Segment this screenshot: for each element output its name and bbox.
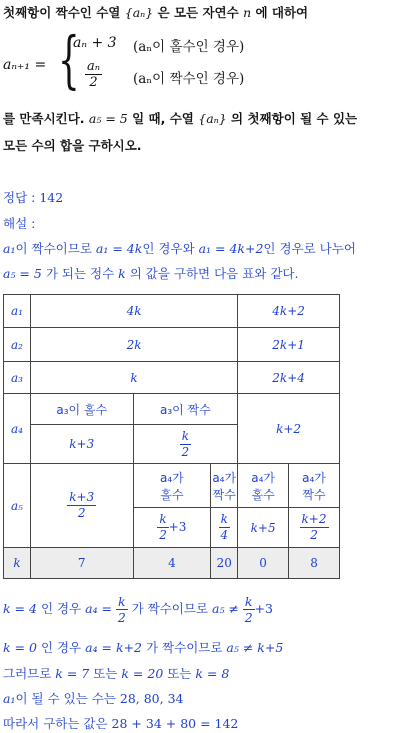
solution-text: 인 경우 [40, 640, 82, 655]
question-text: 일 때, 수열 [132, 111, 194, 126]
table-subheader [211, 464, 238, 508]
row-label: a₁ [4, 295, 31, 328]
case-1-condition: (aₙ이 홀수인 경우) [133, 39, 245, 55]
question-text: 에 대하여 [255, 5, 309, 20]
question-text: 첫째항이 짝수인 수열 [3, 5, 121, 20]
table-cell [289, 508, 340, 548]
fraction [219, 512, 230, 543]
fraction-denominator: 2 [77, 506, 86, 520]
subheader-text: 짝수 [212, 487, 236, 502]
subheader-text: 홀수 [160, 487, 184, 502]
table-subheader: a₃이 홀수 [30, 394, 133, 425]
solution-line-1 [3, 594, 273, 625]
table-cell: k+5 [238, 508, 289, 548]
table-row-a2 [4, 328, 340, 362]
case-2-fraction [85, 59, 102, 90]
question-line-1 [3, 3, 308, 21]
fraction [116, 594, 128, 625]
table-row-a3 [4, 362, 340, 394]
table-row-k [4, 548, 340, 579]
candidate-values: 28, 80, 34 [119, 691, 184, 706]
table-cell [133, 508, 211, 548]
explanation-line-2 [3, 264, 298, 282]
table-cell [211, 508, 238, 548]
sequence-symbol: {aₙ} [198, 111, 227, 126]
table-row-a5 [4, 464, 340, 508]
variable-n: n [243, 5, 252, 20]
table-cell: k+2 [238, 394, 340, 464]
math-expression: k = 4 [3, 601, 37, 616]
fraction-numerator: k [118, 594, 126, 609]
k-value: 8 [289, 548, 340, 579]
case-1-expression: aₙ + 3 [73, 35, 117, 51]
math-expression: a₄ = k+2 [85, 640, 143, 655]
recurrence-lhs: aₙ₊₁ = [3, 57, 47, 73]
row-label: a₂ [4, 328, 31, 362]
subheader-text: a₄가 [251, 470, 275, 485]
case-2-condition: (aₙ이 짝수인 경우) [133, 71, 245, 87]
fraction [243, 594, 255, 625]
fraction [180, 429, 191, 460]
solution-text: 인 경우 [40, 601, 82, 616]
table-row-a1 [4, 295, 340, 328]
math-expression: a₁ = 4k [95, 241, 143, 256]
explanation-label: 해설 : [3, 216, 36, 231]
subheader-text: 홀수 [251, 487, 275, 502]
sequence-symbol: {aₙ} [124, 5, 154, 20]
fraction [157, 512, 168, 543]
answer-label: 정답 : [3, 190, 36, 205]
k-value: 4 [133, 548, 211, 579]
math-expression: a₄ = [85, 601, 113, 616]
final-sum: 28 + 34 + 80 = 142 [111, 716, 239, 731]
expression-suffix: +3 [254, 601, 273, 616]
solution-text: 그러므로 [3, 666, 52, 681]
math-expression: k = 7 [55, 666, 90, 681]
question-text: 를 만족시킨다. [3, 111, 85, 126]
explanation-text: 의 값을 구하면 다음 표와 같다. [129, 266, 299, 281]
table-cell: 4k [30, 295, 237, 328]
subheader-text: a₄가 [212, 470, 237, 485]
math-expression: k = 20 [121, 666, 164, 681]
fraction [67, 490, 96, 521]
row-label: k [4, 548, 31, 579]
answer-line [3, 188, 63, 206]
answer-value: 142 [39, 190, 64, 205]
fraction-denominator: 2 [117, 610, 126, 625]
explanation-text: 이 짝수이므로 [15, 241, 92, 256]
table-subheader [133, 464, 211, 508]
explanation-text: 인 경우와 [142, 241, 195, 256]
table-cell: 4k+2 [238, 295, 340, 328]
math-a1: a₁ [3, 241, 16, 256]
solution-line-5 [3, 714, 238, 732]
solution-text: 또는 [93, 666, 118, 681]
solution-text: 가 짝수이므로 [146, 640, 223, 655]
solution-text: 이 될 수 있는 수는 [15, 691, 116, 706]
fraction-denominator: 2 [244, 610, 253, 625]
table-cell: 2k+1 [238, 328, 340, 362]
math-expression: k = 0 [3, 640, 37, 655]
solution-table [3, 294, 340, 579]
math-k: k [118, 266, 126, 281]
table-cell: 2k [30, 328, 237, 362]
table-cell: 2k+4 [238, 362, 340, 394]
fraction-denominator: 2 [181, 444, 190, 459]
fraction-denominator: 2 [310, 528, 318, 542]
fraction-numerator: aₙ [87, 59, 101, 74]
math-expression: a₅ = 5 [3, 266, 42, 281]
k-value: 20 [211, 548, 238, 579]
question-line-3 [3, 109, 357, 127]
explanation-line-1 [3, 239, 356, 257]
math-expression: a₅ ≠ k+5 [226, 640, 284, 655]
subheader-text: a₄가 [160, 470, 184, 485]
table-cell [30, 464, 133, 548]
k-value: 0 [238, 548, 289, 579]
explanation-text: 인 경우로 나누어 [263, 241, 356, 256]
fraction-numerator: k [181, 428, 189, 443]
fraction-denominator: 2 [89, 75, 98, 90]
fraction [300, 512, 329, 543]
row-label: a₄ [4, 394, 31, 464]
math-expression: k = 8 [195, 666, 230, 681]
k-value: 7 [30, 548, 133, 579]
explanation-text: 가 되는 정수 [45, 266, 115, 281]
fraction-numerator: k+2 [301, 512, 327, 526]
solution-text: 따라서 구하는 값은 [3, 716, 108, 731]
subheader-text: a₄가 [302, 470, 326, 485]
table-cell: k [30, 362, 237, 394]
fraction-numerator: k+3 [69, 490, 95, 504]
left-brace-icon: { [58, 23, 80, 96]
fraction-numerator: k [220, 512, 228, 526]
fraction-denominator: 4 [220, 528, 229, 542]
fraction-denominator: 2 [159, 528, 167, 542]
math-expression: a₁ = 4k+2 [198, 241, 264, 256]
recurrence-definition [3, 23, 293, 97]
solution-line-4 [3, 689, 184, 707]
table-cell [133, 425, 238, 464]
table-subheader: a₃이 짝수 [133, 394, 238, 425]
question-line-4: 모든 수의 합을 구하시오. [3, 138, 142, 153]
solution-line-2 [3, 638, 283, 656]
fraction-numerator: k [159, 512, 167, 526]
row-label: a₃ [4, 362, 31, 394]
table-row-a4 [4, 394, 340, 425]
fraction-numerator: k [244, 594, 253, 609]
solution-text: 또는 [167, 666, 192, 681]
math-a1: a₁ [3, 691, 16, 706]
solution-text: 가 짝수이므로 [131, 601, 209, 616]
question-text: 의 첫째항이 될 수 있는 [231, 111, 358, 126]
row-label: a₅ [4, 464, 31, 548]
solution-line-3 [3, 664, 229, 682]
table-subheader [238, 464, 289, 508]
condition-a5: a₅ = 5 [88, 111, 128, 126]
subheader-text: 짝수 [302, 487, 326, 502]
expression-suffix: +3 [168, 520, 187, 534]
question-text: 은 모든 자연수 [157, 5, 239, 20]
math-expression: a₅ ≠ [212, 601, 239, 616]
table-cell: k+3 [30, 425, 133, 464]
table-subheader [289, 464, 340, 508]
